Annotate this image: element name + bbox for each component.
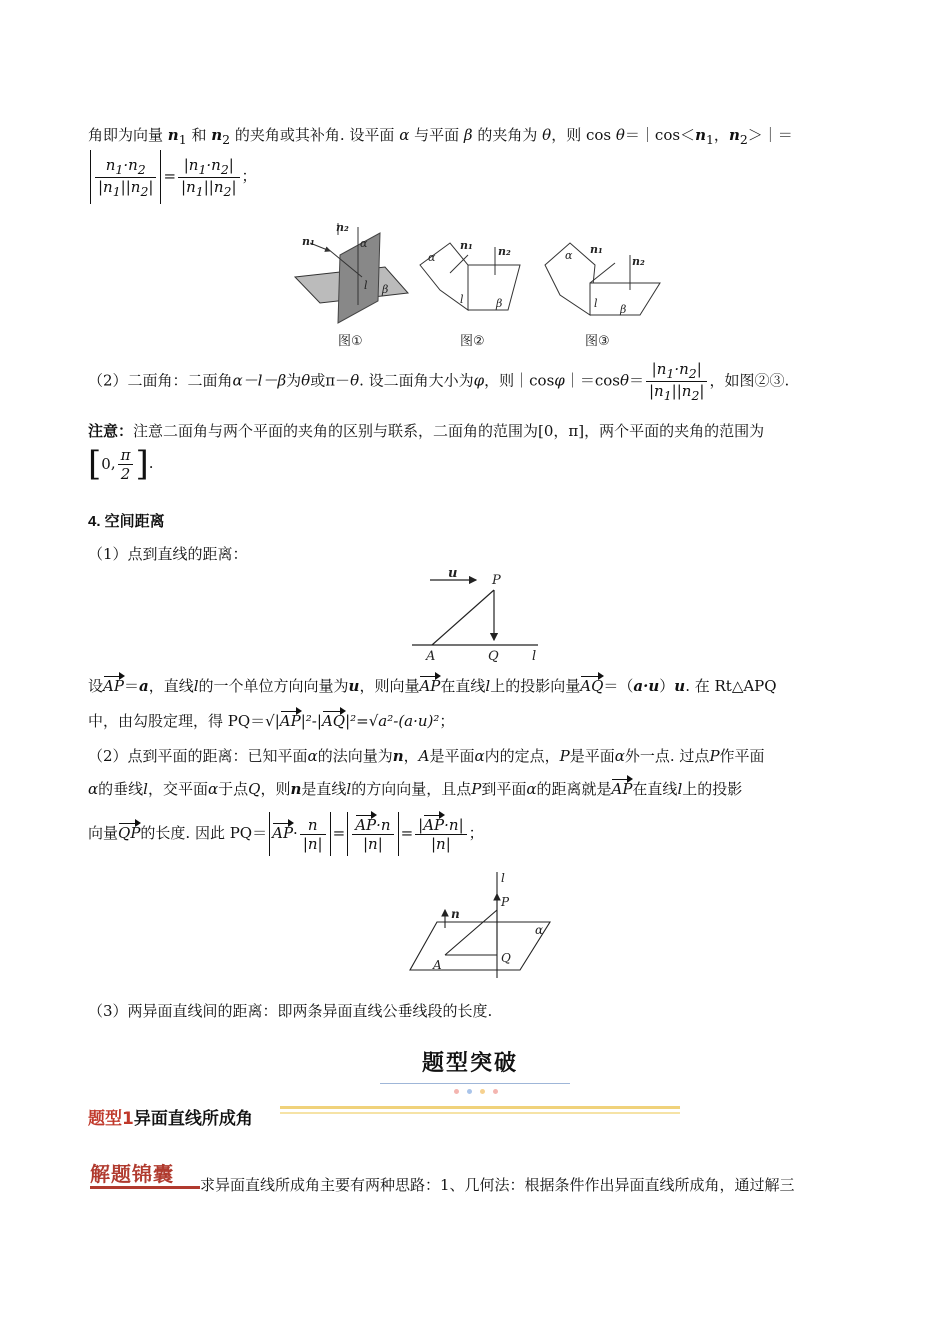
sym: α: [474, 747, 485, 765]
svg-text:l: l: [532, 649, 537, 664]
sym: α: [614, 747, 625, 765]
cos-formula: $\frac{n_1\cdot n_2}{|n_1||n_2|}$ = $\frac{|n_1\cdot n_2|}{|n_1||n_2|}$ ；: [88, 150, 257, 204]
item1-p2: 中，由勾股定理，得 PQ＝√|AP|²-|AQ|²=√a²-(a·u)²；: [88, 712, 455, 730]
text: 的法向量为: [317, 747, 393, 765]
text: 的长度. 因此 PQ＝: [140, 824, 268, 842]
text: . 设二面角大小为: [359, 371, 474, 390]
tips-underline: [90, 1186, 200, 1189]
svg-text:α: α: [565, 249, 573, 262]
text: 的方向向量，且点: [351, 780, 472, 798]
fraction: $\frac{|n_1\cdot n_2|}{|n_1||n_2|}$: [178, 156, 239, 199]
text: .: [148, 454, 154, 472]
sym: α: [399, 126, 410, 144]
sym: l: [143, 780, 148, 798]
text: ，则: [260, 780, 291, 798]
svg-text:α: α: [428, 251, 436, 264]
section-title: 4. 空间距离: [88, 513, 165, 530]
svg-text:α: α: [535, 923, 544, 937]
sym: φ: [554, 371, 565, 390]
text: 的距离就是: [536, 780, 612, 798]
vec: n: [695, 126, 706, 144]
sym: α: [207, 780, 219, 798]
svg-text:l: l: [364, 279, 368, 292]
dihedral-figures: [290, 215, 670, 355]
fraction: $\frac{|n_1\cdot n_2|}{|n_1||n_2|}$: [646, 360, 707, 403]
svg-text:P: P: [492, 573, 501, 588]
text: 设: [88, 677, 104, 695]
svg-text:A: A: [426, 649, 436, 664]
text: 内的定点，: [484, 747, 560, 765]
text: 为: [286, 371, 302, 390]
text: 与平面: [414, 126, 460, 144]
sym: θ: [619, 371, 629, 390]
svg-text:β: β: [382, 283, 389, 296]
vec: QP: [118, 824, 141, 842]
svg-text:l: l: [501, 871, 505, 885]
note-label: 注意：: [88, 422, 134, 440]
text: ＞｜＝: [747, 126, 793, 144]
sym: P: [471, 780, 482, 798]
gold-rule-2: [280, 1112, 680, 1114]
sym: l: [485, 677, 491, 695]
svg-text:l: l: [460, 293, 464, 306]
text: . 在 Rt△APQ: [685, 677, 777, 695]
text: 的垂线: [98, 780, 144, 798]
svg-text:P: P: [501, 895, 510, 909]
sym: α－l－β: [232, 371, 287, 390]
sym: β: [463, 126, 473, 144]
sym: α: [88, 780, 99, 798]
svg-text:u: u: [448, 566, 458, 581]
banner-dots: [450, 1080, 502, 1098]
sym: φ: [473, 371, 485, 390]
tips-badge: 解题锦囊: [90, 1162, 174, 1186]
text: 0: [101, 455, 111, 473]
text: 注意二面角与两个平面的夹角的区别与联系，二面角的范围为[0，π]，两个平面的夹角的范围为: [133, 422, 765, 440]
svg-text:Q: Q: [488, 649, 499, 664]
vec: n: [728, 126, 740, 144]
svg-text:A: A: [433, 958, 442, 972]
item1: （1）点到直线的距离：: [88, 545, 248, 563]
text: 到平面: [481, 780, 527, 798]
para2: [88, 360, 789, 403]
caption-2: 图②: [460, 334, 485, 349]
svg-text:n₂: n₂: [498, 245, 511, 258]
banner-title: 题型突破: [422, 1051, 519, 1076]
text: 中，由勾股定理，得 PQ＝: [88, 712, 266, 730]
gold-rule: [280, 1106, 680, 1109]
vec: AP: [611, 780, 633, 798]
text: ；: [468, 824, 484, 842]
svg-text:n: n: [451, 907, 460, 921]
text: ，交平面: [147, 780, 208, 798]
text: 和: [191, 126, 207, 144]
vec: n: [290, 780, 302, 798]
text: ，则 cos: [551, 126, 612, 144]
svg-text:n₂: n₂: [632, 255, 645, 268]
caption-3: 图③: [585, 334, 610, 349]
text: ＝（: [603, 677, 634, 695]
sym: α: [307, 747, 318, 765]
para1-line1: 角即为向量 $n_1$ 和 $n_2$ 的夹角或其补角. 设平面 α 与平面 β 的夹角为 θ，则 $\cos \theta=|\cos<n_1$，$n_2>|=$: [88, 126, 793, 147]
text: 是平面: [569, 747, 615, 765]
text: ｜＝cos: [564, 371, 620, 390]
fraction: $\frac{AP\cdot n}{|n|}$: [352, 816, 393, 853]
text: （2）二面角：二面角: [88, 371, 233, 390]
sym: l: [677, 780, 683, 798]
vec: u: [674, 677, 686, 695]
text: 于点: [218, 780, 249, 798]
svg-text:n₂: n₂: [336, 221, 349, 234]
svg-text:β: β: [620, 303, 627, 316]
vec: AP: [419, 677, 441, 695]
fraction: $\frac{|AP\cdot n|}{|n|}$: [415, 816, 466, 853]
vec: n: [392, 747, 404, 765]
vec-n2: n: [211, 126, 223, 144]
sym: θ: [350, 371, 360, 390]
text: ＝: [123, 677, 139, 695]
sym: θ: [542, 126, 552, 144]
svg-text:n₁: n₁: [460, 239, 473, 252]
sym: A: [418, 747, 430, 765]
fraction: $\frac{\pi}{2}$: [118, 446, 134, 483]
sym: Q: [248, 780, 261, 798]
note-interval: [0, $\frac{\pi}{2}$ ].: [88, 444, 154, 484]
text: ＝｜cos＜: [624, 126, 696, 144]
sym: θ: [615, 126, 625, 144]
text: 的夹角或其补角. 设平面: [234, 126, 395, 144]
text: 的一个单位方向向量为: [198, 677, 349, 695]
text: 或π－: [310, 371, 351, 390]
vec-n1: n: [167, 126, 179, 144]
vec: u: [348, 677, 360, 695]
text: 是平面: [429, 747, 475, 765]
sym: l: [346, 780, 352, 798]
text: 是直线: [301, 780, 347, 798]
item2-l2: [88, 778, 742, 799]
sym: θ: [301, 371, 311, 390]
text: ＝: [628, 371, 644, 390]
text: 在直线: [632, 780, 678, 798]
item3: （3）两异面直线间的距离：即两条异面直线公垂线段的长度.: [88, 1002, 493, 1020]
caption-1: 图①: [338, 334, 363, 349]
text: 上的投影: [682, 780, 743, 798]
item1-p1: [88, 675, 777, 696]
fraction: $\frac{n_1\cdot n_2}{|n_1||n_2|}$: [95, 156, 156, 199]
text: 作平面: [719, 747, 765, 765]
text: ；: [439, 712, 455, 730]
text: ，如图②③.: [709, 371, 790, 390]
svg-text:Q: Q: [501, 951, 511, 965]
fraction: $\frac{n}{|n|}$: [300, 816, 326, 853]
point-line-figure: [410, 566, 545, 664]
type1-title: 异面直线所成角: [133, 1109, 253, 1129]
text: ，: [403, 747, 419, 765]
vec: AQ: [580, 677, 604, 695]
sym: P: [709, 747, 720, 765]
text: 角即为向量: [88, 126, 164, 144]
text: ，: [713, 126, 729, 144]
type1-header: [88, 1104, 253, 1129]
text: 外一点. 过点: [624, 747, 710, 765]
svg-text:l: l: [594, 297, 598, 310]
text: 向量: [88, 824, 119, 842]
note: [88, 420, 764, 441]
vec: AP: [103, 677, 124, 695]
text: （2）点到平面的距离：已知平面: [88, 747, 308, 765]
text: 的夹角为: [477, 126, 538, 144]
text: ，直线: [148, 677, 194, 695]
item2-l3: 向量QP的长度. 因此 PQ＝ AP· $\frac{n}{|n|}$ = $\frac{AP\cdot n}{|n|}$ = $\frac{|AP\cdot n|}{|n|}$ ；: [88, 812, 484, 856]
svg-text:n₁: n₁: [302, 235, 315, 248]
text: ，则向量: [359, 677, 420, 695]
text: ，则｜cos: [484, 371, 555, 390]
sym: α: [526, 780, 537, 798]
sym: P: [559, 747, 570, 765]
text: 在直线: [440, 677, 486, 695]
vec: a·u: [633, 677, 660, 695]
sym: l: [193, 677, 199, 695]
text: ）: [659, 677, 675, 695]
vec: a: [138, 677, 149, 695]
text: 上的投影向量: [490, 677, 581, 695]
tips-text: 求异面直线所成角主要有两种思路：1、几何法：根据条件作出异面直线所成角，通过解三: [200, 1176, 795, 1194]
point-plane-figure: [405, 870, 555, 980]
svg-text:α: α: [360, 237, 368, 250]
svg-text:β: β: [496, 297, 503, 310]
svg-text:n₁: n₁: [590, 243, 603, 256]
type1-label: 题型1: [88, 1109, 134, 1129]
item2-l1: [88, 745, 765, 766]
